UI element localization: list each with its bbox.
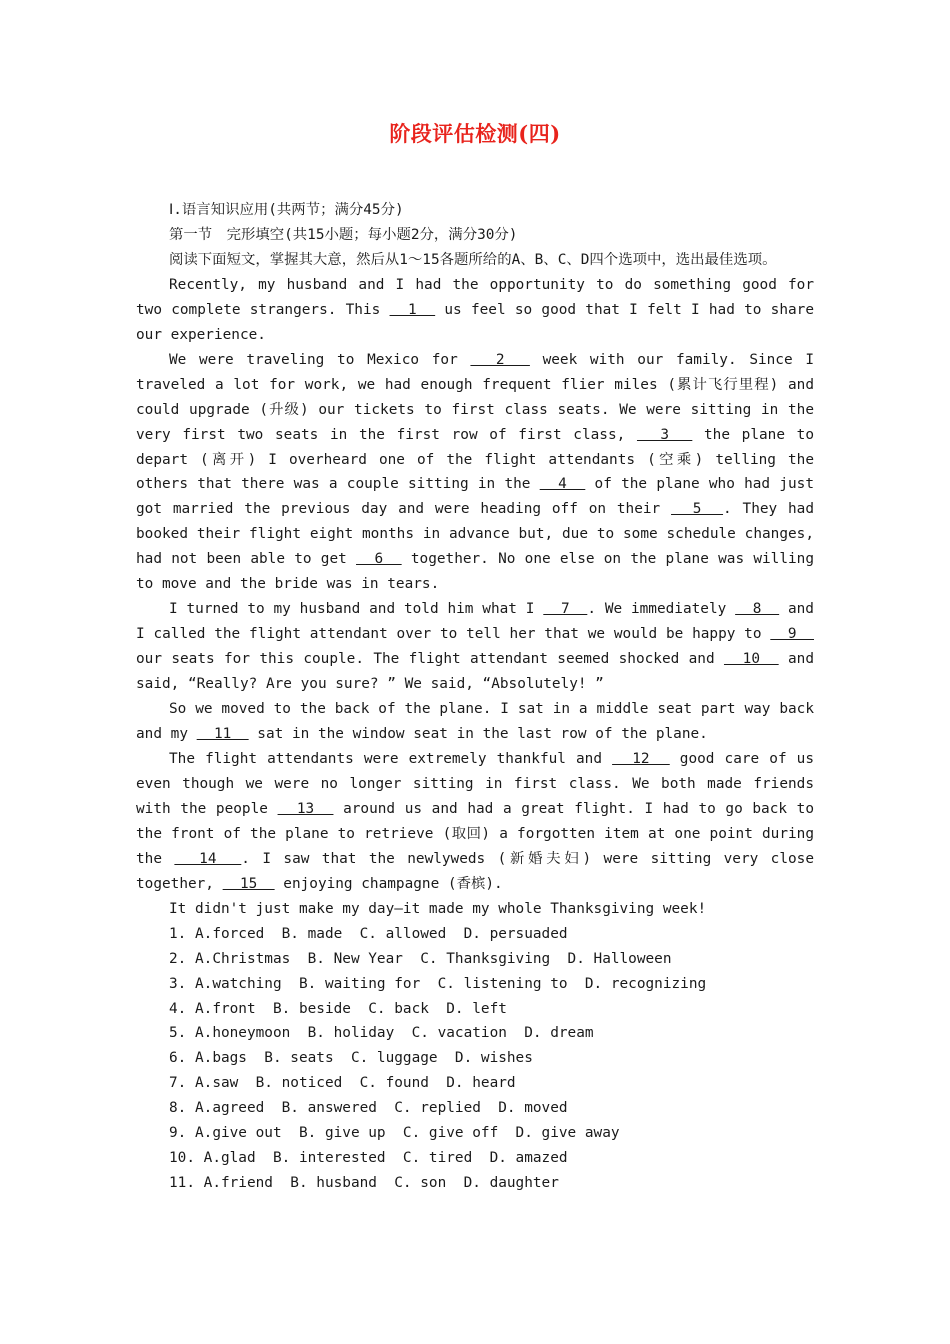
blank-2: 2 xyxy=(470,351,530,368)
part-heading: 第一节 完形填空(共15小题；每小题2分，满分30分) xyxy=(169,226,518,243)
blank-7: 7 xyxy=(543,601,588,618)
blank-4: 4 xyxy=(539,476,586,493)
blank-10: 10 xyxy=(723,651,779,668)
passage-text: together. No one else on the plane was willing to move and the bride was in tears. xyxy=(136,551,814,593)
page-title: 阶段评估检测(四) xyxy=(389,121,561,146)
option-line-7: 7. A.saw B. noticed C. found D. heard xyxy=(169,1075,516,1092)
passage-text: The flight attendants were extremely thankful and xyxy=(169,750,613,767)
passage-text: . They had booked their flight eight months in advance but, due to some schedule changes, had not been able to get xyxy=(136,501,815,568)
blank-8: 8 xyxy=(735,601,780,618)
option-line-10: 10. A.glad B. interested C. tired D. amazed xyxy=(169,1150,568,1167)
passage-text: and I called the flight attendant over to tell her that we would be happy to xyxy=(136,601,814,643)
passage-text: of the plane who had just got married the previous day and were heading off on their xyxy=(136,476,814,518)
passage-paragraph-4 xyxy=(136,697,814,747)
instructions: 阅读下面短文，掌握其大意，然后从1～15各题所给的A、B、C、D四个选项中，选出最佳选项。 xyxy=(169,251,777,268)
passage-paragraph-5 xyxy=(136,747,814,897)
option-line-6: 6. A.bags B. seats C. luggage D. wishes xyxy=(169,1050,533,1067)
passage-text: and said, “Really? Are you sure? ” We said, “Absolutely! ” xyxy=(136,651,815,693)
passage-paragraph-6 xyxy=(136,897,814,922)
passage-text: sat in the window seat in the last row of the plane. xyxy=(248,726,708,743)
option-line-3: 3. A.watching B. waiting for C. listening to D. recognizing xyxy=(169,975,707,992)
passage-paragraph-2 xyxy=(136,348,814,598)
option-line-5: 5. A.honeymoon B. holiday C. vacation D. dream xyxy=(169,1025,594,1042)
passage-text: We were traveling to Mexico for xyxy=(169,351,471,368)
passage-text: the plane to depart (离开) I overheard one of the flight attendants (空乘) telling the others that there was a couple sitting in the xyxy=(136,426,814,493)
blank-3: 3 xyxy=(636,426,693,443)
blank-6: 6 xyxy=(356,551,402,568)
passage-text: So we moved to the back of the plane. I sat in a middle seat part way back and my xyxy=(136,701,814,743)
blank-12: 12 xyxy=(612,750,670,767)
passage-text: week with our family. Since I traveled a lot for work, we had enough frequent flier miles (累计飞行里程) and could upgrade (升级) our tickets to first class seats. We were sitting in the very first two seats in the first row of first class, xyxy=(136,351,814,443)
document-body xyxy=(136,198,814,1196)
passage-text: It didn't just make my day—it made my whole Thanksgiving week! xyxy=(169,900,707,917)
option-line-9: 9. A.give out B. give up C. give off D. give away xyxy=(169,1125,620,1142)
blank-14: 14 xyxy=(174,850,242,867)
option-line-11: 11. A.friend B. husband C. son D. daughter xyxy=(169,1175,559,1192)
blank-11: 11 xyxy=(196,726,249,743)
blank-1: 1 xyxy=(389,301,436,318)
option-line-1: 1. A.forced B. made C. allowed D. persuaded xyxy=(169,925,568,942)
blank-5: 5 xyxy=(671,501,724,518)
passage-text: . We immediately xyxy=(587,601,736,618)
blank-15: 15 xyxy=(222,875,275,892)
passage-text: Recently, my husband and I had the opportunity to do something good for two complete strangers. This xyxy=(136,276,814,318)
passage-text: I turned to my husband and told him what I xyxy=(169,601,544,618)
passage-paragraph-1 xyxy=(136,273,814,348)
passage-text: . I saw that the newlyweds (新婚夫妇) were sitting very close together, xyxy=(136,850,815,892)
passage-text: enjoying champagne (香槟). xyxy=(274,875,503,892)
passage-text: our seats for this couple. The flight attendant seemed shocked and xyxy=(136,651,724,668)
option-line-4: 4. A.front B. beside C. back D. left xyxy=(169,1000,507,1017)
option-line-8: 8. A.agreed B. answered C. replied D. moved xyxy=(169,1100,568,1117)
blank-9: 9 xyxy=(770,626,814,643)
passage-text: around us and had a great flight. I had to go back to the front of the plane to retrieve (取回) a forgotten item at one point during the xyxy=(136,800,814,867)
passage-text: us feel so good that I felt I had to share our experience. xyxy=(136,301,814,343)
section-heading: Ⅰ.语言知识应用(共两节；满分45分) xyxy=(169,202,404,218)
passage-paragraph-3 xyxy=(136,597,814,697)
blank-13: 13 xyxy=(277,800,334,817)
passage-text: good care of us even though we were no longer sitting in first class. We both made friends with the people xyxy=(136,750,815,817)
option-line-2: 2. A.Christmas B. New Year C. Thanksgiving D. Halloween xyxy=(169,950,672,967)
options-list xyxy=(136,922,814,1196)
